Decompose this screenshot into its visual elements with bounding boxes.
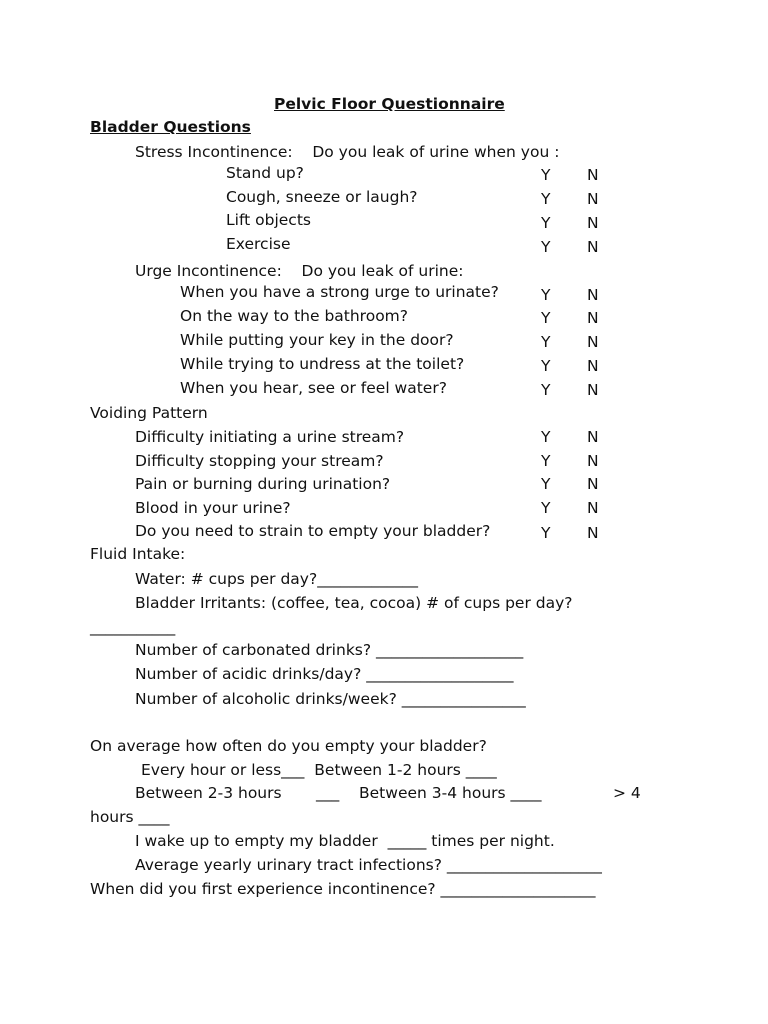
no-option[interactable]: N xyxy=(587,381,599,399)
alcoholic-drinks-field[interactable]: Number of alcoholic drinks/week? ________________ xyxy=(135,690,526,708)
no-option[interactable]: N xyxy=(587,452,599,470)
no-option[interactable]: N xyxy=(587,357,599,375)
voiding-item-blood: Blood in your urine? xyxy=(135,499,291,517)
no-option[interactable]: N xyxy=(587,286,599,304)
no-option[interactable]: N xyxy=(587,475,599,493)
water-cups-field[interactable]: Water: # cups per day?_____________ xyxy=(135,570,418,588)
urge-item-water: When you hear, see or feel water? xyxy=(180,379,447,397)
no-option[interactable]: N xyxy=(587,333,599,351)
frequency-option-over-4: > 4 xyxy=(613,784,641,802)
yes-option[interactable]: Y xyxy=(541,428,551,446)
yes-option[interactable]: Y xyxy=(541,452,551,470)
no-option[interactable]: N xyxy=(587,190,599,208)
voiding-item-strain: Do you need to strain to empty your bladder? xyxy=(135,522,491,540)
yes-option[interactable]: Y xyxy=(541,524,551,542)
yes-option[interactable]: Y xyxy=(541,381,551,399)
stress-item-exercise: Exercise xyxy=(226,235,291,253)
acidic-drinks-field[interactable]: Number of acidic drinks/day? ___________________ xyxy=(135,665,514,683)
no-option[interactable]: N xyxy=(587,166,599,184)
yes-option[interactable]: Y xyxy=(541,286,551,304)
frequency-options-row1[interactable]: Every hour or less___ Between 1-2 hours ____ xyxy=(141,761,497,779)
carbonated-drinks-field[interactable]: Number of carbonated drinks? ___________________ xyxy=(135,641,524,659)
voiding-pattern-heading: Voiding Pattern xyxy=(90,404,208,422)
no-option[interactable]: N xyxy=(587,214,599,232)
first-incontinence-field[interactable]: When did you first experience incontinence? ____________________ xyxy=(90,880,596,898)
no-option[interactable]: N xyxy=(587,238,599,256)
fluid-intake-heading: Fluid Intake: xyxy=(90,545,186,563)
stress-item-cough: Cough, sneeze or laugh? xyxy=(226,188,418,206)
yes-option[interactable]: Y xyxy=(541,475,551,493)
no-option[interactable]: N xyxy=(587,499,599,517)
yes-option[interactable]: Y xyxy=(541,214,551,232)
nighttime-voiding-field[interactable]: I wake up to empty my bladder _____ times per night. xyxy=(135,832,555,850)
yes-option[interactable]: Y xyxy=(541,309,551,327)
no-option[interactable]: N xyxy=(587,309,599,327)
yes-option[interactable]: Y xyxy=(541,357,551,375)
voiding-item-initiating: Difficulty initiating a urine stream? xyxy=(135,428,405,446)
yes-option[interactable]: Y xyxy=(541,190,551,208)
yes-option[interactable]: Y xyxy=(541,166,551,184)
stress-item-lift: Lift objects xyxy=(226,211,311,229)
urge-incontinence-label: Urge Incontinence: Do you leak of urine: xyxy=(135,262,464,280)
urge-item-undress: While trying to undress at the toilet? xyxy=(180,355,465,373)
bladder-questions-heading: Bladder Questions xyxy=(90,118,251,136)
voiding-item-stopping: Difficulty stopping your stream? xyxy=(135,452,384,470)
empty-bladder-frequency-question: On average how often do you empty your bladder? xyxy=(90,737,487,755)
stress-item-stand-up: Stand up? xyxy=(226,164,304,182)
yes-option[interactable]: Y xyxy=(541,333,551,351)
yes-option[interactable]: Y xyxy=(541,238,551,256)
stress-incontinence-label: Stress Incontinence: Do you leak of urine when you : xyxy=(135,143,560,161)
no-option[interactable]: N xyxy=(587,524,599,542)
urge-item-strong-urge: When you have a strong urge to urinate? xyxy=(180,283,499,301)
yes-option[interactable]: Y xyxy=(541,499,551,517)
bladder-irritants-blank[interactable]: ___________ xyxy=(90,618,176,636)
no-option[interactable]: N xyxy=(587,428,599,446)
voiding-item-pain: Pain or burning during urination? xyxy=(135,475,391,493)
page-title: Pelvic Floor Questionnaire xyxy=(274,95,505,113)
bladder-irritants-question: Bladder Irritants: (coffee, tea, cocoa) # of cups per day? xyxy=(135,594,573,612)
frequency-options-row2[interactable]: Between 2-3 hours ___ Between 3-4 hours ____ xyxy=(135,784,542,802)
uti-per-year-field[interactable]: Average yearly urinary tract infections? ____________________ xyxy=(135,856,602,874)
urge-item-way-to-bathroom: On the way to the bathroom? xyxy=(180,307,409,325)
frequency-option-over-4-hours[interactable]: hours ____ xyxy=(90,808,170,826)
urge-item-key-in-door: While putting your key in the door? xyxy=(180,331,454,349)
